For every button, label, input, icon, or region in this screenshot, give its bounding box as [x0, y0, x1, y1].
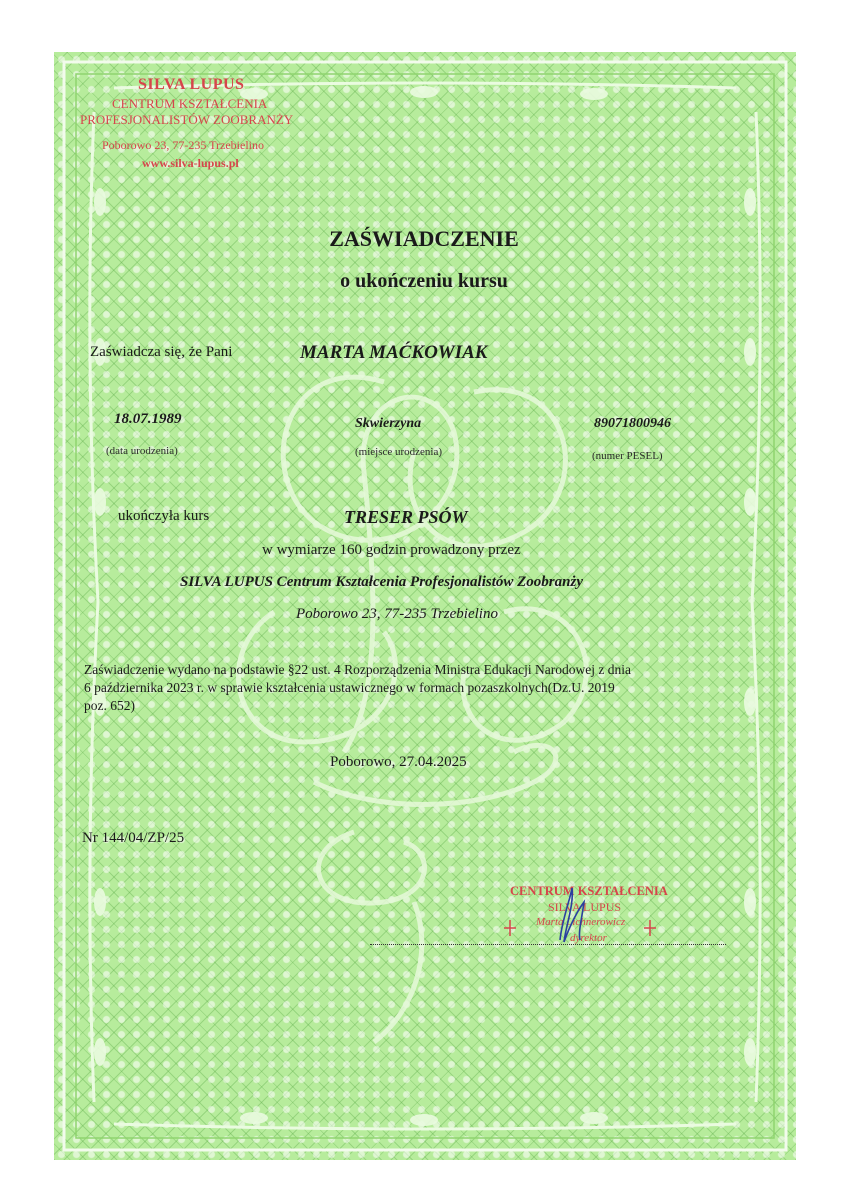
person-name: MARTA MAĆKOWIAK: [300, 342, 488, 363]
document-subtitle: o ukończeniu kursu: [340, 270, 508, 292]
legal-basis-line-3: poz. 652): [84, 698, 135, 713]
bottom-stamp-line3: Marta Lichnerowicz: [536, 916, 626, 928]
place-date: Poborowo, 27.04.2025: [330, 754, 467, 770]
legal-basis-line-1: Zaświadczenie wydano na podstawie §22 ust. 4 Rozporządzenia Ministra Edukacji Narodowej z dnia: [84, 662, 631, 677]
birth-place: Skwierzyna: [355, 416, 422, 431]
organizer-address: Poborowo 23, 77-235 Trzebielino: [296, 606, 498, 622]
pesel-number: 89071800946: [594, 416, 671, 431]
signature-mark: [500, 880, 660, 960]
birth-place-caption: (miejsce urodzenia): [355, 446, 443, 458]
stamp-name: SILVA LUPUS: [138, 76, 245, 93]
course-name: TRESER PSÓW: [344, 507, 468, 527]
stamp-line1: CENTRUM KSZTAŁCENIA: [112, 96, 268, 111]
certificate-number: Nr 144/04/ZP/25: [82, 830, 185, 846]
document-title: ZAŚWIADCZENIE: [329, 226, 519, 251]
legal-basis-line-2: 6 października 2023 r. w sprawie kształcenia ustawicznego w formach pozaszkolnych(Dz.U. 2019: [84, 680, 615, 695]
stamp-address: Poborowo 23, 77-235 Trzebielino: [102, 138, 264, 152]
bottom-stamp-line4: dyrektor: [570, 932, 607, 944]
birth-date: 18.07.1989: [114, 411, 182, 427]
bottom-stamp-line1: CENTRUM KSZTAŁCENIA: [510, 884, 668, 898]
organizer-name: SILVA LUPUS Centrum Kształcenia Profesjonalistów Zoobranży: [180, 574, 583, 590]
signature-line: [370, 944, 726, 945]
stamp-website: www.silva-lupus.pl: [142, 156, 239, 170]
bottom-stamp-line2: SILVA LUPUS: [548, 900, 622, 914]
birth-date-caption: (data urodzenia): [106, 445, 178, 457]
stamp-line2: PROFESJONALISTÓW ZOOBRANŻY: [80, 112, 294, 127]
certifies-label: Zaświadcza się, że Pani: [90, 344, 233, 360]
pesel-caption: (numer PESEL): [592, 450, 663, 462]
completed-label: ukończyła kurs: [118, 508, 210, 524]
scope-text: w wymiarze 160 godzin prowadzony przez: [262, 542, 521, 558]
